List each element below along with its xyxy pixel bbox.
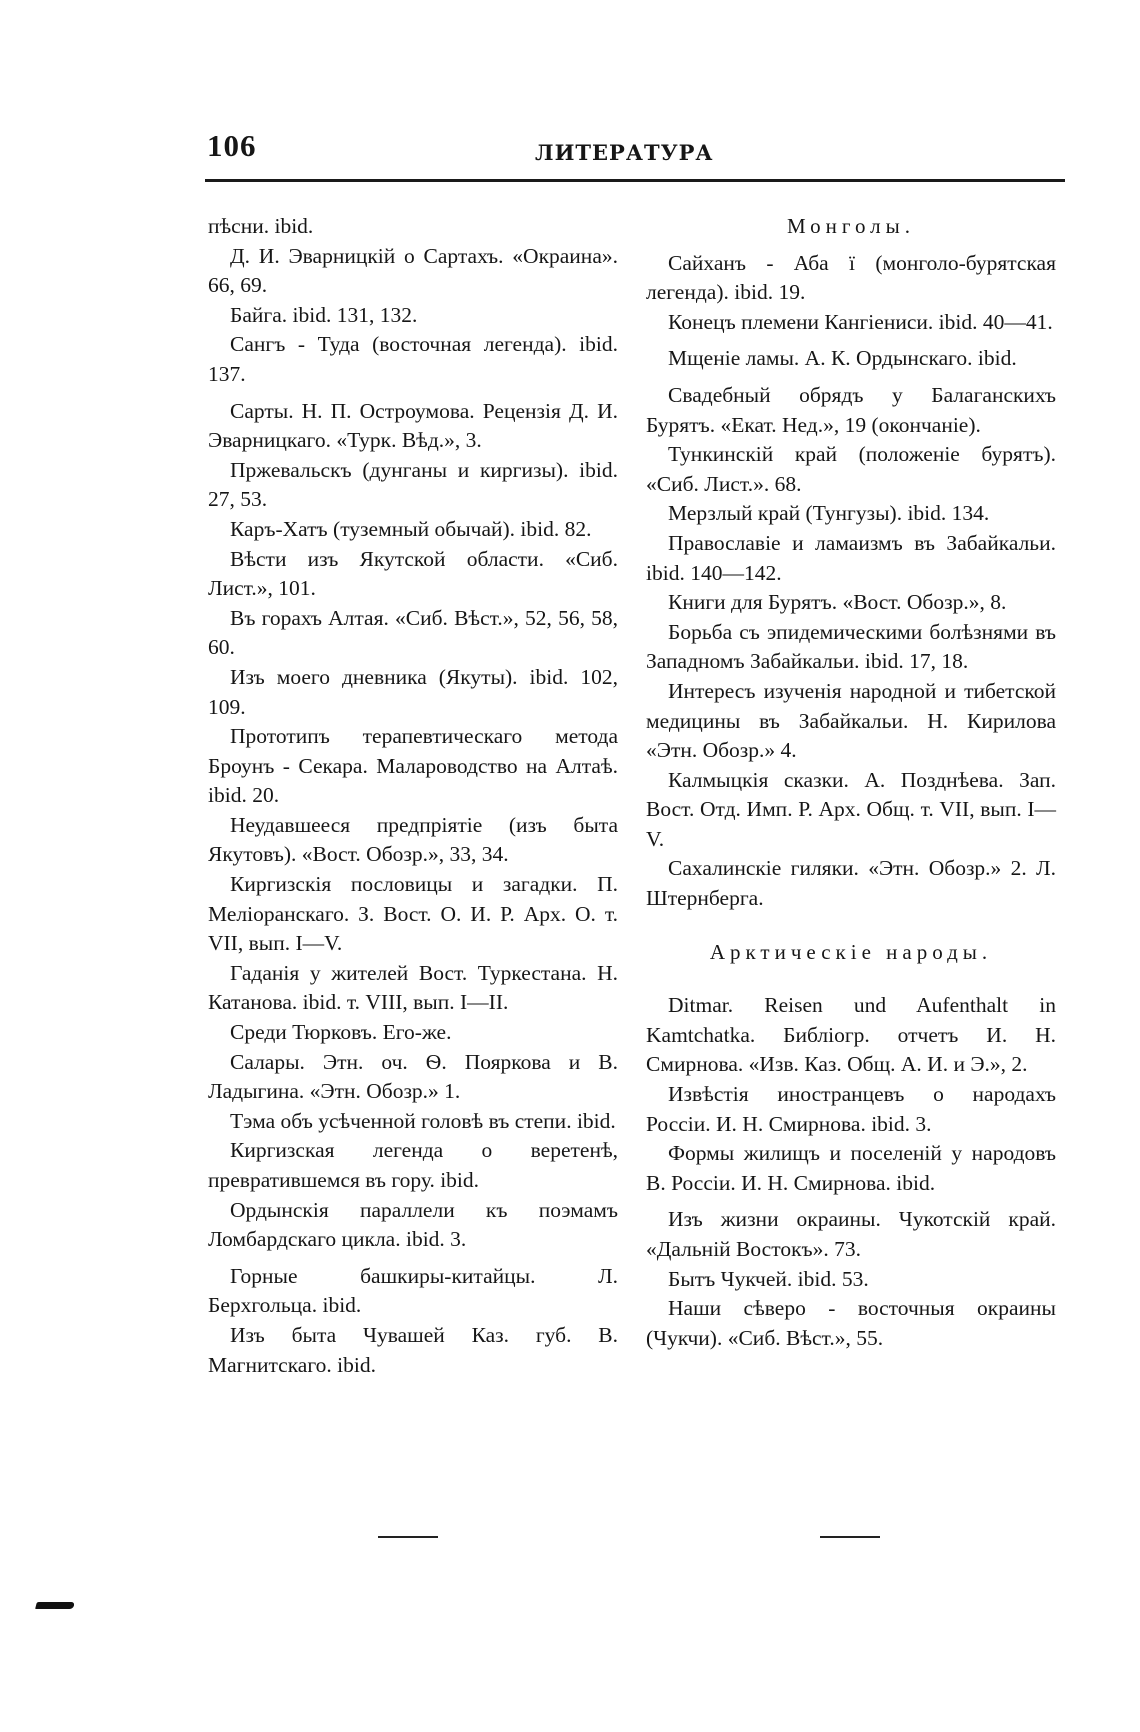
left-entry: Ордынскія параллели къ поэмамъ Ломбардскаго цикла. ibid. 3. (208, 1197, 618, 1252)
right-entry: Наши сѣверо - восточныя окраины (Чукчи). «Сиб. Вѣст.», 55. (646, 1296, 1056, 1350)
entry-gap (208, 390, 618, 397)
right-entry: Ditmar. Reisen und Aufenthalt in Kamtchatka. Библіогр. отчетъ И. Н. Смирнова. «Изв. Каз. Общ. А. И. и Э.», 2. (646, 993, 1056, 1077)
section-heading-arctic: Арктическіе народы. (709, 939, 993, 964)
right-entry: Сайханъ - Аба ї (монголо-бурятская легенда). ibid. 19. (646, 250, 1056, 305)
right-entry: Мщеніе ламы. А. К. Ордынскаго. ibid. (668, 346, 1017, 371)
right-end-rule (820, 1536, 880, 1538)
entry-gap (646, 967, 1056, 991)
right-entry: Тункинскій край (положеніе бурятъ). «Сиб. Лист.». 68. (646, 442, 1056, 496)
left-end-rule (378, 1536, 438, 1538)
entry-gap (646, 374, 1056, 381)
left-entry: Вѣсти изъ Якутской области. «Сиб. Лист.», 101. (208, 546, 618, 601)
section-heading-mongols: Монголы. (786, 214, 916, 238)
left-entry: Изъ моего дневника (Якуты). ibid. 102, 109. (208, 664, 618, 719)
left-entry: Въ горахъ Алтая. «Сиб. Вѣст.», 52, 56, 58, 60. (208, 605, 618, 660)
right-entry: Книги для Бурятъ. «Вост. Обозр.», 8. (668, 590, 1007, 615)
page-number: 106 (207, 128, 257, 163)
entry-gap (646, 1198, 1056, 1205)
right-entry: Свадебный обрядъ у Балаганскихъ Бурятъ. «Екат. Нед.», 19 (окончаніе). (646, 382, 1056, 437)
entry-gap (646, 337, 1056, 344)
left-entry: Неудавшееся предпріятіе (изъ быта Якутовъ). «Вост. Обозр.», 33, 34. (208, 812, 618, 867)
entry-gap (646, 242, 1056, 249)
left-entry: пѣсни. ibid. (208, 214, 314, 238)
right-entry: Бытъ Чукчей. ibid. 53. (668, 1266, 869, 1291)
left-entry: Гаданія у жителей Вост. Туркестана. Н. Катанова. ibid. т. VIII, вып. I—II. (208, 960, 618, 1015)
running-title: ЛИТЕРАТУРА (535, 140, 714, 165)
right-entry: Изъ жизни окраины. Чукотскій край. «Дальній Востокъ». 73. (646, 1207, 1056, 1261)
left-entry: Д. И. Эварницкій о Сартахъ. «Окраина». 66, 69. (208, 243, 618, 298)
entry-gap (646, 914, 1056, 938)
left-entry: Горные башкиры-китайцы. Л. Берхгольца. ibid. (208, 1263, 618, 1318)
left-entry: Киргизская легенда о веретенѣ, превратившемся въ гору. ibid. (208, 1138, 618, 1192)
right-entry: Интересъ изученія народной и тибетской медицины въ Забайкальи. Н. Кирилова «Этн. Обозр.» 4. (646, 678, 1056, 763)
right-entry: Извѣстія иностранцевъ о народахъ Россіи. И. Н. Смирнова. ibid. 3. (646, 1082, 1056, 1136)
right-entry: Конецъ племени Кангіениси. ibid. 40—41. (668, 309, 1053, 334)
left-entry: Байга. ibid. 131, 132. (230, 302, 418, 327)
right-entry: Калмыцкія сказки. А. Позднѣева. Зап. Вост. Отд. Имп. Р. Арх. Общ. т. VII, вып. I—V. (646, 767, 1056, 851)
left-entry: Среди Тюрковъ. Его-же. (230, 1020, 452, 1045)
margin-ink-mark (35, 1602, 75, 1609)
left-entry: Пржевальскъ (дунганы и киргизы). ibid. 27, 53. (208, 457, 618, 512)
entry-gap (208, 1255, 618, 1262)
left-entry: Прототипъ терапевтическаго метода Броунъ - Секара. Малароводство на Алтаѣ. ibid. 20. (208, 724, 618, 808)
left-column (208, 212, 618, 1380)
left-entry: Тэма объ усѣченной головѣ въ степи. ibid. (230, 1108, 616, 1133)
right-entry: Формы жилищъ и поселеній у народовъ В. Россіи. И. Н. Смирнова. ibid. (646, 1141, 1056, 1195)
left-entry: Салары. Этн. оч. Ѳ. Пояркова и В. Ладыгина. «Этн. Обозр.» 1. (208, 1049, 618, 1104)
left-entry: Сарты. Н. П. Остроумова. Рецензія Д. И. Эварницкаго. «Турк. Вѣд.», 3. (208, 398, 618, 453)
right-column (646, 212, 1056, 1353)
right-entry: Православіе и ламаизмъ въ Забайкальи. ibid. 140—142. (646, 530, 1056, 585)
header-rule (205, 179, 1065, 182)
left-entry: Каръ-Хатъ (туземный обычай). ibid. 82. (230, 516, 592, 541)
left-entry: Киргизскія пословицы и загадки. П. Меліоранскаго. З. Вост. О. И. Р. Арх. О. т. VII, вып. I—V. (208, 872, 618, 956)
right-entry: Мерзлый край (Тунгузы). ibid. 134. (668, 501, 990, 526)
right-entry: Борьба съ эпидемическими болѣзнями въ Западномъ Забайкальи. ibid. 17, 18. (646, 619, 1056, 674)
right-entry: Сахалинскіе гиляки. «Этн. Обозр.» 2. Л. Штернберга. (646, 856, 1056, 911)
left-entry: Изъ быта Чувашей Каз. губ. В. Магнитскаго. ibid. (208, 1322, 618, 1377)
left-entry: Сангъ - Туда (восточная легенда). ibid. 137. (208, 332, 618, 386)
